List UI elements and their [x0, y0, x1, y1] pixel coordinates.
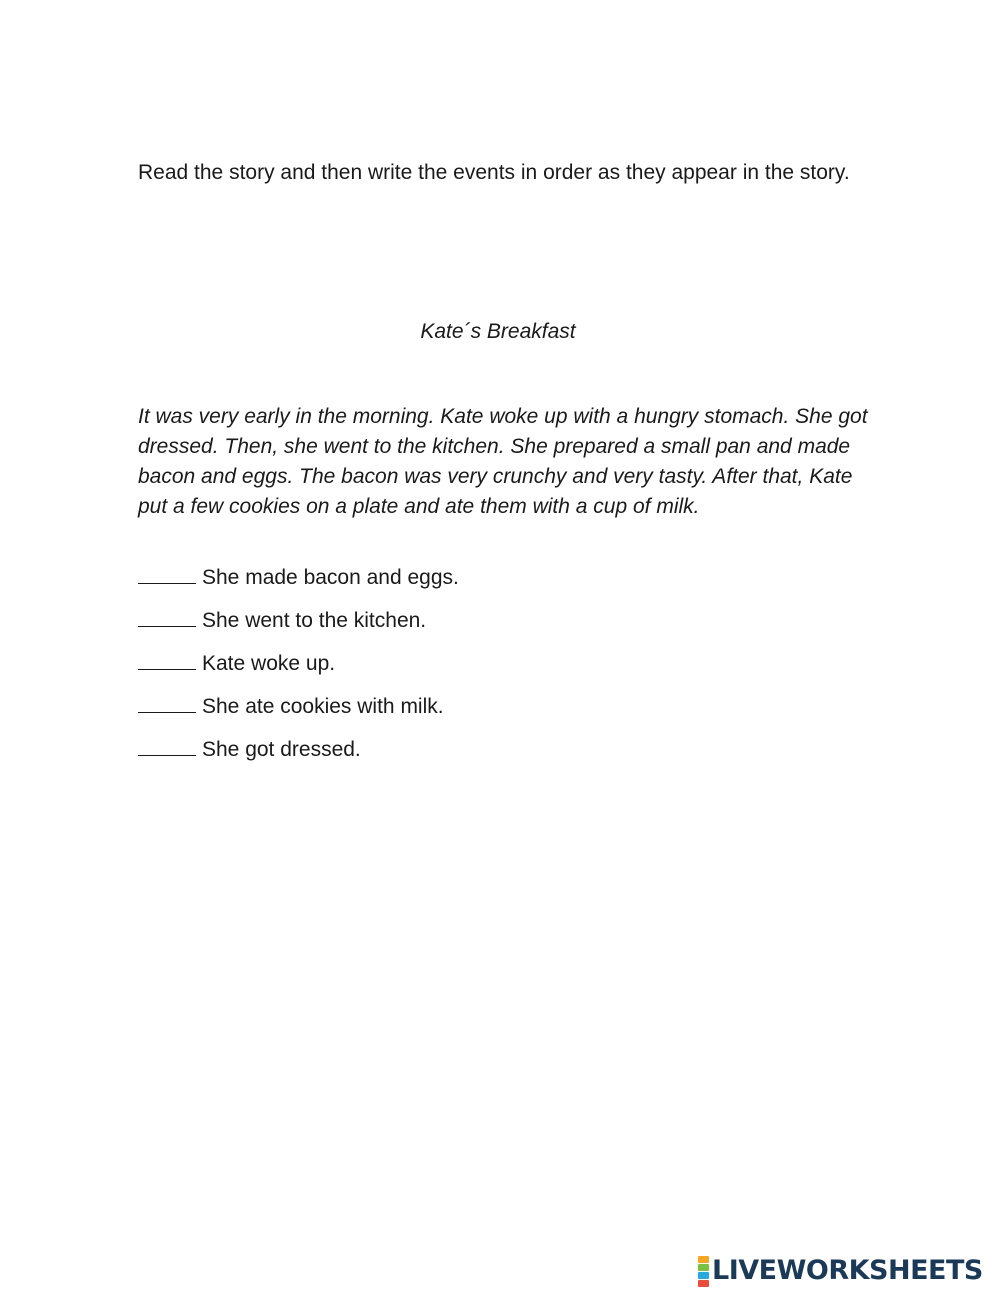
event-text: Kate woke up. [202, 652, 336, 675]
event-text: She made bacon and eggs. [202, 566, 459, 589]
liveworksheets-logo-icon [698, 1256, 709, 1287]
answer-blank[interactable] [138, 563, 196, 584]
event-text: She went to the kitchen. [202, 609, 427, 632]
answer-blank[interactable] [138, 649, 196, 670]
event-item [138, 692, 868, 735]
event-text: She got dressed. [202, 738, 361, 761]
story-title: Kate´s Breakfast [420, 320, 576, 343]
answer-blank[interactable] [138, 692, 196, 713]
logo-block [698, 1256, 709, 1263]
brand-name: LIVEWORKSHEETS [712, 1255, 983, 1286]
event-item [138, 606, 868, 649]
instructions-text: Read the story and then write the events in order as they appear in the story. [138, 161, 850, 184]
event-item [138, 563, 868, 606]
event-item [138, 735, 868, 778]
events-list [138, 563, 868, 778]
logo-block [698, 1272, 709, 1279]
liveworksheets-brand [698, 1254, 983, 1288]
logo-block [698, 1264, 709, 1271]
event-item [138, 649, 868, 692]
answer-blank[interactable] [138, 606, 196, 627]
answer-blank[interactable] [138, 735, 196, 756]
story-text: It was very early in the morning. Kate woke up with a hungry stomach. She got dressed. Then, she went to the kitchen. She prepared a small pan and made bacon and eggs. The bacon was very crunchy and very tasty. After that, Kate put a few cookies on a plate and ate them with a cup of milk. [138, 405, 868, 518]
event-text: She ate cookies with milk. [202, 695, 444, 718]
logo-block [698, 1280, 709, 1287]
